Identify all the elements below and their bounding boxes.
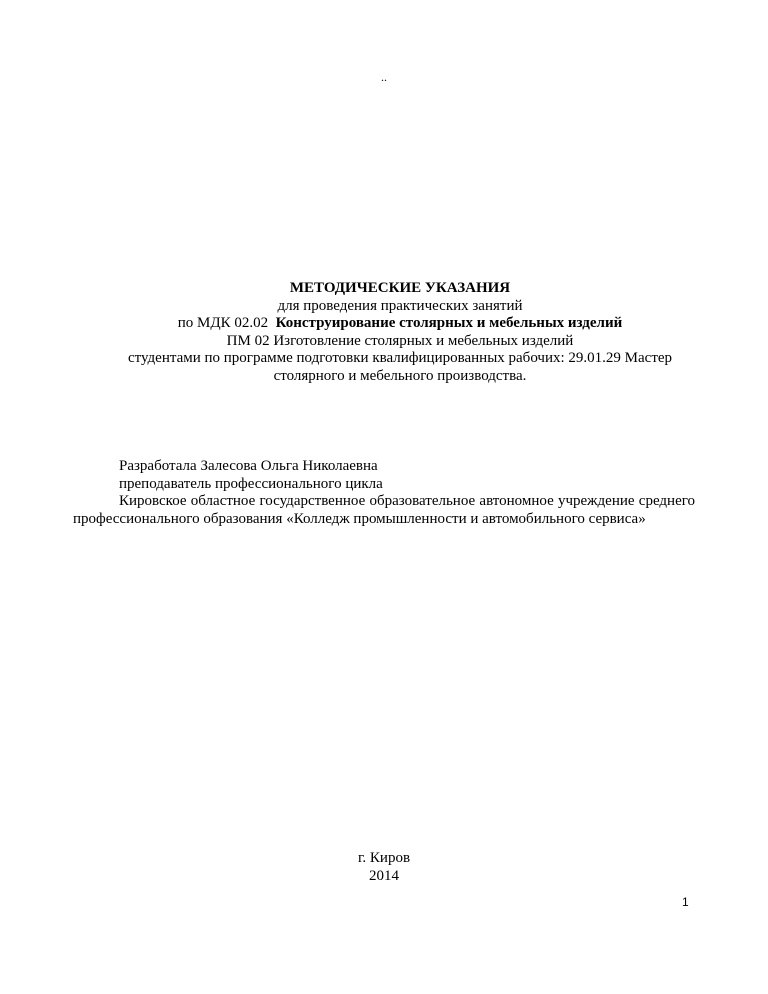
document-title: МЕТОДИЧЕСКИЕ УКАЗАНИЯ <box>289 280 511 296</box>
developer-line: Разработала Залесова Ольга Николаевна <box>119 458 378 474</box>
course-name: Конструирование столярных и мебельных изделий <box>275 315 623 331</box>
position-line: преподаватель профессионального цикла <box>119 475 383 492</box>
author-block <box>73 458 695 528</box>
institution-paragraph: Кировское областное государственное образовательное автономное учреждение среднего профессионального образования «Колледж промышленности и автомобильного сервиса» <box>73 493 695 527</box>
module-line: ПМ 02 Изготовление столярных и мебельных изделий <box>226 332 574 349</box>
program-line-2: столярного и мебельного производства. <box>273 367 527 384</box>
page-number: 1 <box>682 895 689 909</box>
document-purpose: для проведения практических занятий <box>277 297 523 314</box>
title-block <box>60 280 740 385</box>
course-prefix: по МДК 02.02 <box>177 315 269 331</box>
program-line-1: студентами по программе подготовки квалифицированных рабочих: 29.01.29 Мастер <box>127 350 673 366</box>
course-line <box>60 315 740 333</box>
city-line: г. Киров <box>357 850 411 866</box>
year-line: 2014 <box>369 867 399 884</box>
header-mark: .. <box>381 70 387 84</box>
footer-block <box>0 850 768 885</box>
